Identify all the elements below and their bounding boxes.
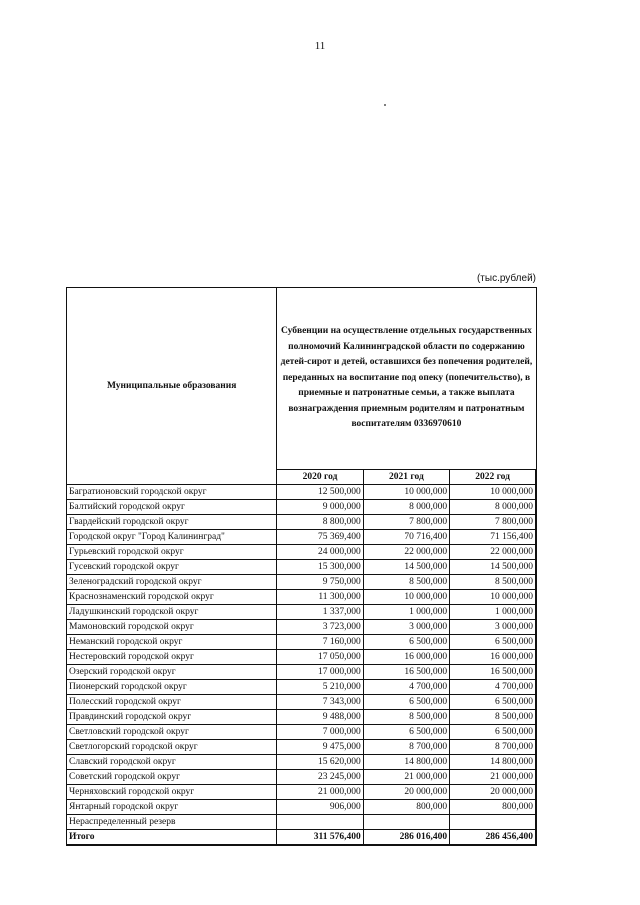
value-2020: 15 300,000 bbox=[277, 560, 363, 575]
value-2022 bbox=[450, 815, 536, 830]
value-2020: 9 750,000 bbox=[277, 575, 363, 590]
value-2020: 17 000,000 bbox=[277, 665, 363, 680]
municipality-name: Советский городской округ bbox=[67, 770, 277, 785]
value-2020: 21 000,000 bbox=[277, 785, 363, 800]
municipality-name: Славский городской округ bbox=[67, 755, 277, 770]
value-2022: 6 500,000 bbox=[450, 635, 536, 650]
value-2021: 70 716,400 bbox=[363, 530, 449, 545]
value-2020: 15 620,000 bbox=[277, 755, 363, 770]
value-2020: 12 500,000 bbox=[277, 485, 363, 500]
municipality-name: Багратионовский городской округ bbox=[67, 485, 277, 500]
table-row bbox=[67, 590, 537, 605]
municipality-name: Светловский городской округ bbox=[67, 725, 277, 740]
value-2021: 10 000,000 bbox=[363, 590, 449, 605]
total-2021: 286 016,400 bbox=[363, 830, 449, 845]
value-2021: 1 000,000 bbox=[363, 605, 449, 620]
table-row bbox=[67, 500, 537, 515]
table-row bbox=[67, 560, 537, 575]
municipality-name: Гурьевский городской округ bbox=[67, 545, 277, 560]
value-2020: 3 723,000 bbox=[277, 620, 363, 635]
value-2022: 14 800,000 bbox=[450, 755, 536, 770]
value-2022: 8 500,000 bbox=[450, 710, 536, 725]
value-2022: 8 500,000 bbox=[450, 575, 536, 590]
scan-speck bbox=[384, 104, 386, 106]
year-2021-header: 2021 год bbox=[363, 470, 449, 485]
municipality-name: Озерский городской округ bbox=[67, 665, 277, 680]
value-2022: 7 800,000 bbox=[450, 515, 536, 530]
year-2020-header: 2020 год bbox=[277, 470, 363, 485]
municipality-name: Неманский городской округ bbox=[67, 635, 277, 650]
municipality-name: Ладушкинский городской округ bbox=[67, 605, 277, 620]
value-2020: 1 337,000 bbox=[277, 605, 363, 620]
value-2022: 71 156,400 bbox=[450, 530, 536, 545]
value-2022: 8 700,000 bbox=[450, 740, 536, 755]
municipality-name: Полесский городской округ bbox=[67, 695, 277, 710]
value-2020: 8 800,000 bbox=[277, 515, 363, 530]
value-2021: 14 800,000 bbox=[363, 755, 449, 770]
total-label: Итого bbox=[67, 830, 277, 845]
table-body bbox=[67, 485, 537, 845]
value-2022: 10 000,000 bbox=[450, 590, 536, 605]
table-row bbox=[67, 545, 537, 560]
municipality-name: Мамоновский городской округ bbox=[67, 620, 277, 635]
value-2020: 17 050,000 bbox=[277, 650, 363, 665]
value-2020: 7 160,000 bbox=[277, 635, 363, 650]
municipality-name: Нераспределенный резерв bbox=[67, 815, 277, 830]
municipality-name: Светлогорский городской округ bbox=[67, 740, 277, 755]
value-2020: 9 488,000 bbox=[277, 710, 363, 725]
table-row bbox=[67, 605, 537, 620]
value-2020: 5 210,000 bbox=[277, 680, 363, 695]
value-2021: 20 000,000 bbox=[363, 785, 449, 800]
value-2020: 9 000,000 bbox=[277, 500, 363, 515]
municipality-name: Краснознаменский городской округ bbox=[67, 590, 277, 605]
value-2022: 6 500,000 bbox=[450, 695, 536, 710]
year-2022-header: 2022 год bbox=[450, 470, 536, 485]
value-2021: 6 500,000 bbox=[363, 695, 449, 710]
value-2022: 6 500,000 bbox=[450, 725, 536, 740]
value-2021: 22 000,000 bbox=[363, 545, 449, 560]
subvention-table bbox=[66, 287, 537, 846]
value-2021: 8 500,000 bbox=[363, 575, 449, 590]
municipality-name: Зеленоградский городской округ bbox=[67, 575, 277, 590]
value-2021 bbox=[363, 815, 449, 830]
header-subvention-description: Субвенции на осуществление отдельных государственных полномочий Калининградской области по содержанию детей-сирот и детей, оставшихся без попечения родителей, переданных на воспитание под опеку (попечительство), в приемные и патронатные семьи, а также выплата вознаграждения приемным родителям и патронатным воспитателям 0336970610 bbox=[277, 288, 536, 470]
table-row bbox=[67, 665, 537, 680]
value-2020: 7 343,000 bbox=[277, 695, 363, 710]
value-2022: 3 000,000 bbox=[450, 620, 536, 635]
table-row bbox=[67, 575, 537, 590]
table-row bbox=[67, 485, 537, 500]
value-2021: 16 000,000 bbox=[363, 650, 449, 665]
table-row bbox=[67, 635, 537, 650]
value-2022: 20 000,000 bbox=[450, 785, 536, 800]
value-2022: 16 500,000 bbox=[450, 665, 536, 680]
value-2020 bbox=[277, 815, 363, 830]
value-2022: 16 000,000 bbox=[450, 650, 536, 665]
table-row bbox=[67, 515, 537, 530]
header-municipalities: Муниципальные образования bbox=[67, 288, 277, 485]
table-row bbox=[67, 530, 537, 545]
municipality-name: Черняховский городской округ bbox=[67, 785, 277, 800]
total-row bbox=[67, 830, 537, 845]
municipality-name: Пионерский городской округ bbox=[67, 680, 277, 695]
table-row bbox=[67, 785, 537, 800]
value-2021: 7 800,000 bbox=[363, 515, 449, 530]
table-row bbox=[67, 725, 537, 740]
municipality-name: Гусевский городской округ bbox=[67, 560, 277, 575]
municipality-name: Балтийский городской округ bbox=[67, 500, 277, 515]
table-row bbox=[67, 815, 537, 830]
value-2021: 21 000,000 bbox=[363, 770, 449, 785]
table-row bbox=[67, 755, 537, 770]
value-2020: 23 245,000 bbox=[277, 770, 363, 785]
table-row bbox=[67, 680, 537, 695]
value-2021: 8 700,000 bbox=[363, 740, 449, 755]
value-2022: 4 700,000 bbox=[450, 680, 536, 695]
table-row bbox=[67, 710, 537, 725]
table-row bbox=[67, 800, 537, 815]
value-2021: 8 500,000 bbox=[363, 710, 449, 725]
value-2021: 3 000,000 bbox=[363, 620, 449, 635]
municipality-name: Янтарный городской округ bbox=[67, 800, 277, 815]
total-2020: 311 576,400 bbox=[277, 830, 363, 845]
value-2020: 75 369,400 bbox=[277, 530, 363, 545]
value-2021: 4 700,000 bbox=[363, 680, 449, 695]
value-2021: 16 500,000 bbox=[363, 665, 449, 680]
value-2022: 21 000,000 bbox=[450, 770, 536, 785]
value-2022: 1 000,000 bbox=[450, 605, 536, 620]
value-2021: 800,000 bbox=[363, 800, 449, 815]
value-2021: 10 000,000 bbox=[363, 485, 449, 500]
value-2021: 8 000,000 bbox=[363, 500, 449, 515]
value-2022: 22 000,000 bbox=[450, 545, 536, 560]
value-2022: 14 500,000 bbox=[450, 560, 536, 575]
municipality-name: Городской округ "Город Калининград" bbox=[67, 530, 277, 545]
value-2022: 800,000 bbox=[450, 800, 536, 815]
value-2021: 6 500,000 bbox=[363, 635, 449, 650]
value-2020: 7 000,000 bbox=[277, 725, 363, 740]
value-2020: 24 000,000 bbox=[277, 545, 363, 560]
page-number: 11 bbox=[314, 40, 326, 52]
total-2022: 286 456,400 bbox=[450, 830, 536, 845]
value-2022: 8 000,000 bbox=[450, 500, 536, 515]
table-row bbox=[67, 740, 537, 755]
value-2021: 14 500,000 bbox=[363, 560, 449, 575]
value-2022: 10 000,000 bbox=[450, 485, 536, 500]
table-row bbox=[67, 695, 537, 710]
value-2020: 9 475,000 bbox=[277, 740, 363, 755]
table-row bbox=[67, 650, 537, 665]
units-note: (тыс.рублей) bbox=[476, 273, 536, 284]
table-row bbox=[67, 620, 537, 635]
table-row bbox=[67, 770, 537, 785]
value-2021: 6 500,000 bbox=[363, 725, 449, 740]
value-2020: 906,000 bbox=[277, 800, 363, 815]
municipality-name: Гвардейский городской округ bbox=[67, 515, 277, 530]
value-2020: 11 300,000 bbox=[277, 590, 363, 605]
municipality-name: Нестеровский городской округ bbox=[67, 650, 277, 665]
municipality-name: Правдинский городской округ bbox=[67, 710, 277, 725]
